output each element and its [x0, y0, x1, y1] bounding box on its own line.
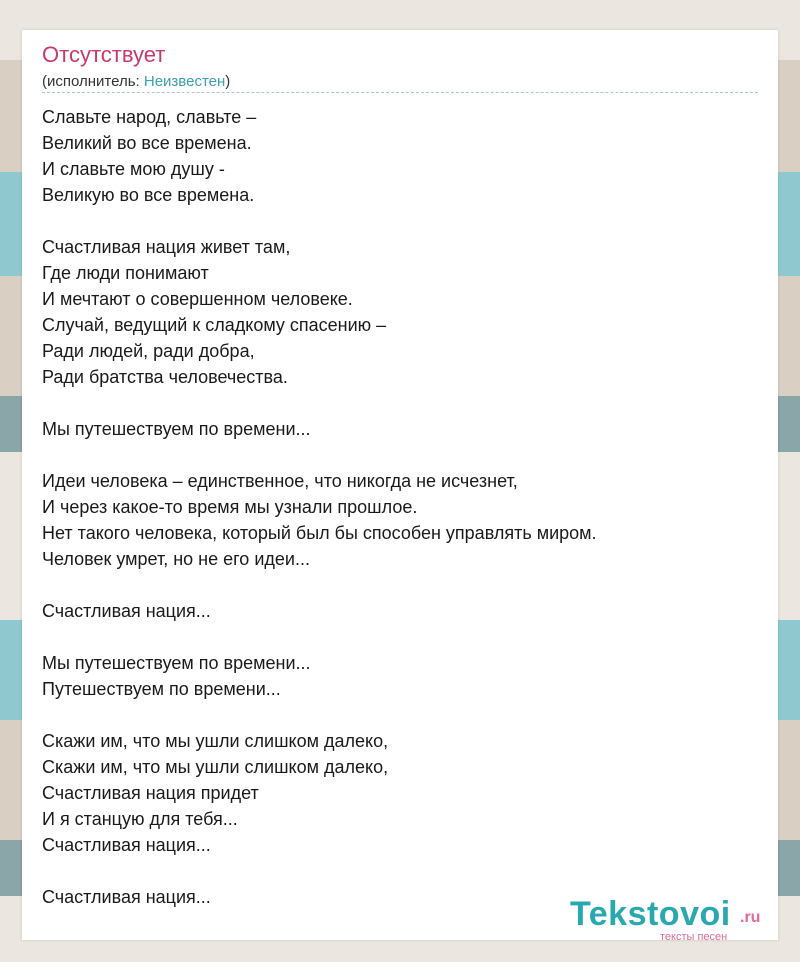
lyric-line: Счастливая нация придет — [42, 783, 259, 803]
lyric-line — [42, 390, 758, 416]
lyric-line: Великий во все времена. — [42, 133, 252, 153]
lyric-line: Мы путешествуем по времени... — [42, 653, 311, 673]
lyric-line — [42, 858, 758, 884]
lyric-line: Идеи человека – единственное, что никогда не исчезнет, — [42, 471, 518, 491]
lyric-line: Человек умрет, но не его идеи... — [42, 549, 310, 569]
logo-tagline: тексты песен — [660, 931, 728, 943]
lyric-line: Случай, ведущий к сладкому спасению – — [42, 315, 387, 335]
lyrics-text — [42, 104, 758, 910]
lyric-line — [42, 208, 758, 234]
song-title: Отсутствует — [42, 42, 166, 67]
lyric-line: Ради братства человечества. — [42, 367, 288, 387]
lyric-line: Скажи им, что мы ушли слишком далеко, — [42, 731, 389, 751]
lyric-line: Счастливая нация живет там, — [42, 237, 291, 257]
lyric-line: Славьте народ, славьте – — [42, 107, 257, 127]
lyric-line: Ради людей, ради добра, — [42, 341, 255, 361]
lyric-line: И я станцую для тебя... — [42, 809, 238, 829]
lyric-line: Счастливая нация... — [42, 601, 211, 621]
lyric-line: И славьте мою душу - — [42, 159, 225, 179]
artist-prefix: (исполнитель: — [42, 73, 144, 90]
lyric-line: Путешествуем по времени... — [42, 679, 281, 699]
lyric-line: И мечтают о совершенном человеке. — [42, 289, 353, 309]
artist-link[interactable]: Неизвестен — [143, 73, 226, 90]
lyric-line: Мы путешествуем по времени... — [42, 419, 311, 439]
lyric-line — [42, 442, 758, 468]
logo-wordmark: Tekstovoi — [570, 895, 731, 933]
lyric-line — [42, 624, 758, 650]
lyric-line: Счастливая нация... — [42, 887, 211, 907]
lyrics-card — [22, 30, 778, 943]
site-logo[interactable] — [570, 895, 780, 943]
lyric-line: И через какое-то время мы узнали прошлое. — [42, 497, 418, 517]
lyric-line: Где люди понимают — [42, 263, 209, 283]
artist-line — [42, 73, 230, 90]
lyric-line — [42, 702, 758, 728]
lyric-line — [42, 572, 758, 598]
lyric-line: Нет такого человека, который был бы способен управлять миром. — [42, 523, 597, 543]
logo-tld: .ru — [740, 909, 761, 926]
lyric-line: Счастливая нация... — [42, 835, 211, 855]
lyric-line: Великую во все времена. — [42, 185, 255, 205]
artist-suffix: ) — [225, 73, 231, 90]
header-divider — [42, 92, 758, 93]
lyric-line: Скажи им, что мы ушли слишком далеко, — [42, 757, 389, 777]
